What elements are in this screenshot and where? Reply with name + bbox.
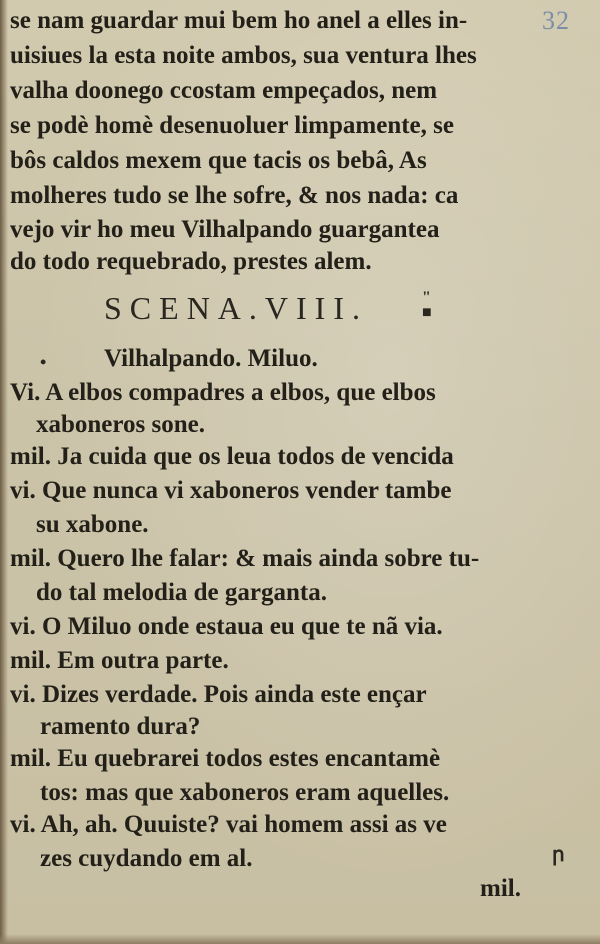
text-line: valha doonego ccostam empeçados, nem	[10, 77, 438, 104]
dialogue-line: vi. Ah, ah. Quuiste? vai homem assi as ve	[10, 811, 447, 838]
text-line: do todo requebrado, prestes alem.	[10, 248, 372, 275]
dialogue-line: Vi. A elbos compadres a elbos, que elbos	[10, 379, 436, 406]
text-line: molheres tudo se lhe sofre, & nos nada: ca	[10, 182, 459, 209]
dialogue-line: tos: mas que xaboneros eram aquelles.	[40, 779, 450, 806]
dialogue-line: mil. Eu quebrarei todos estes encantamè	[10, 745, 441, 772]
dialogue-line: zes cuydando em al.	[40, 845, 253, 872]
speakers-line: Vilhalpando. Miluo.	[104, 345, 318, 372]
dialogue-line: ramento dura?	[40, 713, 201, 740]
dialogue-line: vi. Dizes verdade. Pois ainda este ençar	[10, 681, 427, 708]
dialogue-line: vi. Que nunca vi xaboneros vender tambe	[10, 477, 452, 504]
dialogue-line: mil. Em outra parte.	[10, 647, 229, 674]
folio-number: 32	[542, 6, 570, 35]
margin-mark: ր	[552, 844, 565, 866]
scene-heading: SCENA.VIII.	[104, 290, 368, 326]
dialogue-line: mil. Ja cuida que os leua todos de vencida	[10, 443, 454, 470]
text-line: se nam guardar mui bem ho anel a elles in-	[10, 7, 468, 34]
dialogue-line: su xabone.	[36, 511, 149, 538]
dialogue-line: xaboneros sone.	[36, 411, 206, 438]
dialogue-line: vi. O Miluo onde estaua eu que te nã via.	[10, 613, 443, 640]
ornament-mark: " ■	[422, 289, 432, 321]
text-line: uisiues la esta noite ambos, sua ventura lhes	[10, 42, 477, 69]
dialogue-line: do tal melodia de garganta.	[36, 579, 327, 606]
text-line: se podè homè desenuoluer limpamente, se	[10, 112, 454, 139]
margin-dot: •	[40, 352, 47, 372]
dialogue-line: mil. Quero lhe falar: & mais ainda sobre tu-	[10, 545, 480, 572]
text-line: bôs caldos mexem que tacis os bebâ, As	[10, 147, 427, 174]
catchword: mil.	[480, 875, 521, 902]
text-line: vejo vir ho meu Vilhalpando guargantea	[10, 216, 440, 243]
